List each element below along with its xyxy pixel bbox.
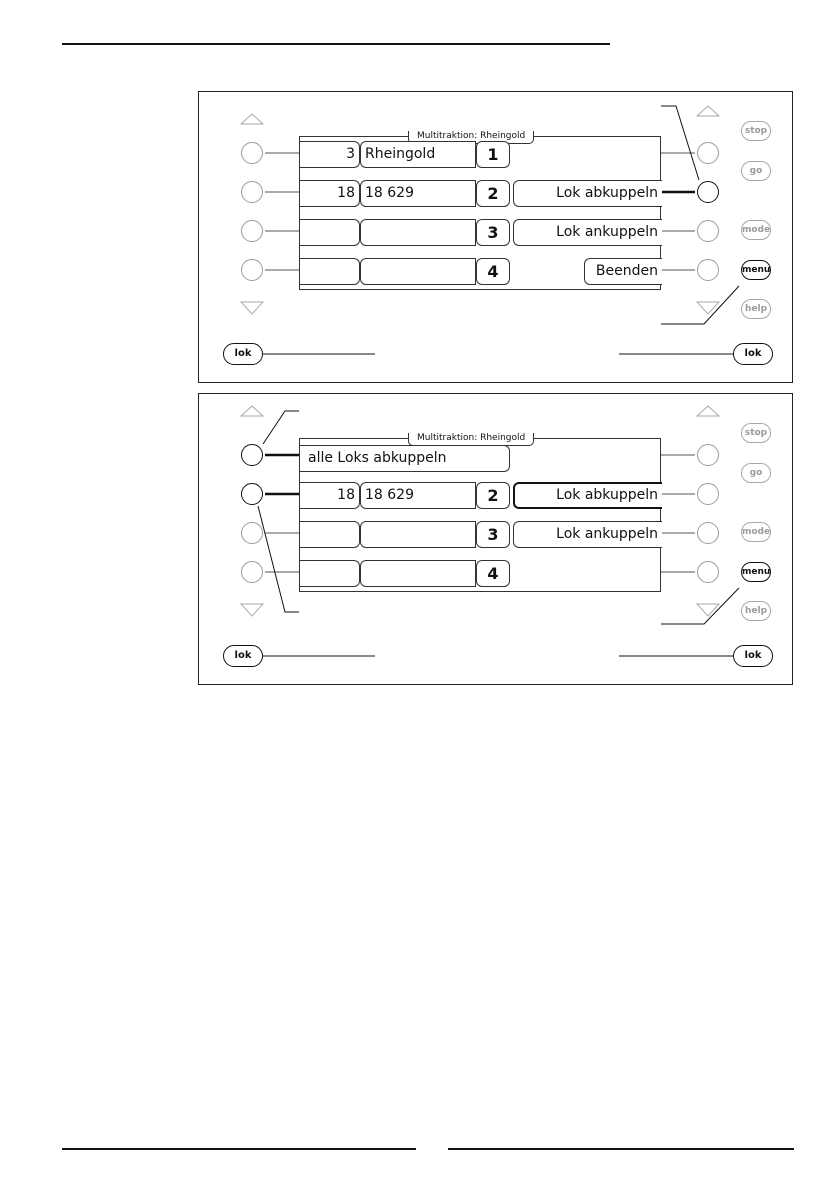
row-number: 1 [476, 141, 510, 168]
softkey-right-4[interactable] [697, 561, 719, 583]
row-number: 2 [476, 482, 510, 509]
row-name [360, 258, 476, 285]
softkey-right-2[interactable] [697, 181, 719, 203]
control-panel-1 [198, 91, 793, 383]
softkey-left-3[interactable] [241, 522, 263, 544]
arrow-down-right-icon [697, 302, 719, 314]
lok-button-left[interactable]: lok [223, 645, 263, 667]
row-number: 3 [476, 521, 510, 548]
softkey-right-3[interactable] [697, 220, 719, 242]
mode-button[interactable]: mode [741, 220, 771, 240]
lok-ankuppeln-option[interactable]: Lok ankuppeln [513, 219, 662, 246]
softkey-left-4[interactable] [241, 561, 263, 583]
row-address [300, 258, 360, 285]
control-panel-2 [198, 393, 793, 685]
row-name: 18 629 [360, 482, 476, 509]
arrow-up-right-icon [697, 406, 719, 416]
softkey-right-4[interactable] [697, 259, 719, 281]
row-number: 2 [476, 180, 510, 207]
arrow-up-left-icon [241, 114, 263, 124]
row-address [300, 560, 360, 587]
screen-title: Multitraktion: Rheingold [408, 131, 534, 144]
softkey-left-2[interactable] [241, 483, 263, 505]
display-screen [299, 131, 661, 290]
arrow-down-right-icon [697, 604, 719, 616]
row-address: 18 [300, 482, 360, 509]
arrow-up-right-icon [697, 106, 719, 116]
menu-button[interactable]: menu [741, 260, 771, 280]
lok-button-right[interactable]: lok [733, 343, 773, 365]
row-name [360, 521, 476, 548]
softkey-right-2[interactable] [697, 483, 719, 505]
lok-abkuppeln-option[interactable]: Lok abkuppeln [513, 180, 662, 207]
softkey-left-2[interactable] [241, 181, 263, 203]
row-number: 4 [476, 258, 510, 285]
row-address: 3 [300, 141, 360, 168]
header-rule [62, 43, 610, 45]
softkey-left-1[interactable] [241, 444, 263, 466]
softkey-left-3[interactable] [241, 220, 263, 242]
beenden-option[interactable]: Beenden [584, 258, 662, 285]
stop-button[interactable]: stop [741, 121, 771, 141]
arrow-up-left-icon [241, 406, 263, 416]
footer-rule-right [448, 1148, 794, 1150]
menu-button[interactable]: menu [741, 562, 771, 582]
help-button[interactable]: help [741, 601, 771, 621]
screen-title: Multitraktion: Rheingold [408, 433, 534, 446]
footer-rule-left [62, 1148, 416, 1150]
softkey-right-1[interactable] [697, 444, 719, 466]
go-button[interactable]: go [741, 463, 771, 483]
softkey-left-4[interactable] [241, 259, 263, 281]
display-screen [299, 433, 661, 592]
row-address: 18 [300, 180, 360, 207]
lok-abkuppeln-option[interactable]: Lok abkuppeln [513, 482, 662, 509]
row-address [300, 219, 360, 246]
softkey-right-3[interactable] [697, 522, 719, 544]
arrow-down-left-icon [241, 302, 263, 314]
arrow-down-left-icon [241, 604, 263, 616]
mode-button[interactable]: mode [741, 522, 771, 542]
go-button[interactable]: go [741, 161, 771, 181]
alle-loks-abkuppeln-option[interactable]: alle Loks abkuppeln [300, 445, 510, 472]
row-number: 4 [476, 560, 510, 587]
row-name [360, 560, 476, 587]
softkey-right-1[interactable] [697, 142, 719, 164]
lok-button-right[interactable]: lok [733, 645, 773, 667]
stop-button[interactable]: stop [741, 423, 771, 443]
row-name [360, 219, 476, 246]
softkey-left-1[interactable] [241, 142, 263, 164]
lok-ankuppeln-option[interactable]: Lok ankuppeln [513, 521, 662, 548]
lok-button-left[interactable]: lok [223, 343, 263, 365]
row-name: Rheingold [360, 141, 476, 168]
row-number: 3 [476, 219, 510, 246]
row-address [300, 521, 360, 548]
row-name: 18 629 [360, 180, 476, 207]
help-button[interactable]: help [741, 299, 771, 319]
